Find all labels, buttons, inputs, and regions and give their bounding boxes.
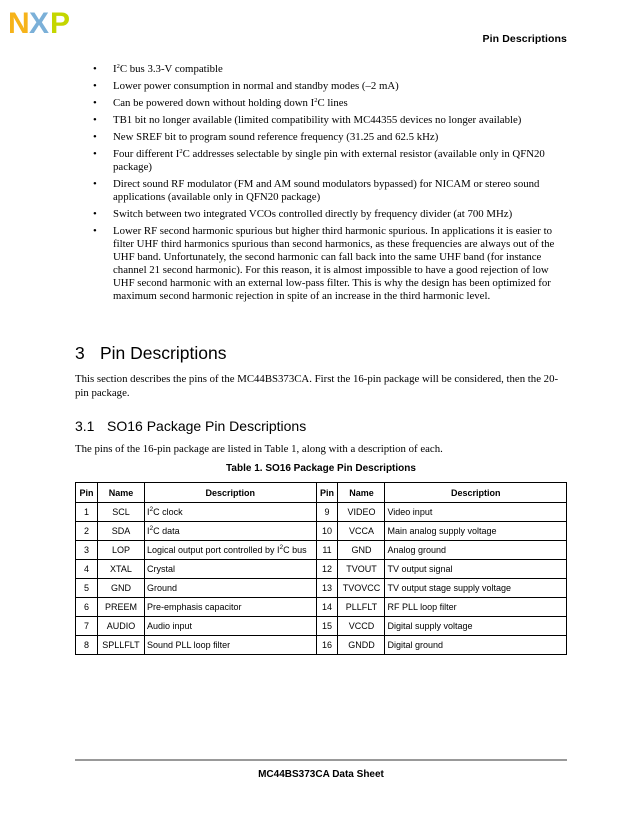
- pin-number: 10: [316, 522, 338, 541]
- pin-name: VCCA: [338, 522, 385, 541]
- bullet-item: • TB1 bit no longer available (limited compatibility with MC44355 devices no longer available): [93, 114, 522, 126]
- pin-name: TVOUT: [338, 560, 385, 579]
- pin-name: SPLLFLT: [97, 636, 144, 655]
- section-3-1-intro: The pins of the 16-pin package are listed in Table 1, along with a description of each.: [75, 443, 443, 455]
- bullet-icon: •: [93, 114, 97, 126]
- bullet-icon: •: [93, 97, 97, 109]
- pin-name: PREEM: [97, 598, 144, 617]
- pin-number: 12: [316, 560, 338, 579]
- pin-number: 1: [76, 503, 98, 522]
- pin-description: RF PLL loop filter: [385, 598, 567, 617]
- pin-description: Video input: [385, 503, 567, 522]
- pin-name: TVOVCC: [338, 579, 385, 598]
- pin-description: Pre-emphasis capacitor: [144, 598, 316, 617]
- table-row: [76, 503, 567, 522]
- table-caption: Table 1. SO16 Package Pin Descriptions: [226, 463, 416, 474]
- pin-number: 5: [76, 579, 98, 598]
- bullet-icon: •: [93, 178, 97, 190]
- pin-description: $I^2C$ clock: [144, 503, 316, 522]
- pin-description: Audio input: [144, 617, 316, 636]
- pin-description-table: [75, 482, 567, 655]
- column-header: Description: [385, 483, 567, 503]
- pin-name: LOP: [97, 541, 144, 560]
- pin-number: 13: [316, 579, 338, 598]
- section-title: Pin Descriptions: [100, 343, 227, 363]
- pin-description: Crystal: [144, 560, 316, 579]
- pin-number: 7: [76, 617, 98, 636]
- bullet-item: • New SREF bit to program sound reference frequency (31.25 and 62.5 kHz): [93, 131, 439, 143]
- bullet-icon: •: [93, 148, 97, 160]
- bullet-item: • Lower RF second harmonic spurious but higher third harmonic spurious. In applications it is easier to filter UHF third harmonics spurious than second harmonics, as these frequencies are always out of the UHF band. Unfortunately, the second harmonic can fall back into the same UHF band (for instance channel 21 second harmonic). For this reason, it is almost impossible to have a good rejection of low UHF second harmonic with an external low-pass filter. This is why the design has been optimized for maximum second harmonic rejection in spite of an increase in the third harmonic level.: [93, 225, 555, 302]
- pin-number: 8: [76, 636, 98, 655]
- column-header: Name: [338, 483, 385, 503]
- pin-number: 9: [316, 503, 338, 522]
- pin-number: 16: [316, 636, 338, 655]
- bullet-icon: •: [93, 208, 97, 220]
- pin-description: Analog ground: [385, 541, 567, 560]
- svg-text:P: P: [50, 7, 71, 40]
- pin-name: XTAL: [97, 560, 144, 579]
- pin-description: Main analog supply voltage: [385, 522, 567, 541]
- pin-name: SCL: [97, 503, 144, 522]
- pin-description: TV output stage supply voltage: [385, 579, 567, 598]
- bullet-item: • Direct sound RF modulator (FM and AM sound modulators bypassed) for NICAM or stereo sound applications (available only in QFN20 package): [93, 178, 540, 203]
- svg-text:X: X: [29, 7, 50, 40]
- pin-description: Logical output port controlled by $I^2C$ bus: [144, 541, 316, 560]
- bullet-item: • Can be powered down without holding down $I^2C$ lines: [93, 97, 348, 109]
- pin-description: Ground: [144, 579, 316, 598]
- section-3-heading: [75, 343, 226, 364]
- pin-name: GNDD: [338, 636, 385, 655]
- table-row: [76, 560, 567, 579]
- subsection-number: 3.1: [75, 418, 95, 434]
- pin-description: Digital ground: [385, 636, 567, 655]
- pin-number: 15: [316, 617, 338, 636]
- column-header: Pin: [316, 483, 338, 503]
- svg-text:N: N: [8, 7, 30, 40]
- pin-name: PLLFLT: [338, 598, 385, 617]
- bullet-icon: •: [93, 225, 97, 237]
- pin-number: 14: [316, 598, 338, 617]
- pin-description: TV output signal: [385, 560, 567, 579]
- table-row: [76, 522, 567, 541]
- bullet-item: • Lower power consumption in normal and standby modes (–2 mA): [93, 80, 399, 92]
- pin-number: 11: [316, 541, 338, 560]
- pin-number: 3: [76, 541, 98, 560]
- table-row: [76, 617, 567, 636]
- running-header-title: Pin Descriptions: [482, 33, 567, 45]
- pin-name: SDA: [97, 522, 144, 541]
- column-header: Name: [97, 483, 144, 503]
- pin-number: 4: [76, 560, 98, 579]
- section-number: 3: [75, 343, 85, 363]
- nxp-logo: [6, 4, 76, 40]
- subsection-title: SO16 Package Pin Descriptions: [107, 418, 307, 434]
- bullet-item: • Four different $I^2C$ addresses selectable by single pin with external resistor (available only in QFN20 package): [93, 148, 545, 173]
- table-row: [76, 636, 567, 655]
- table-row: [76, 598, 567, 617]
- pin-name: GND: [338, 541, 385, 560]
- column-header: Pin: [76, 483, 98, 503]
- pin-number: 2: [76, 522, 98, 541]
- feature-bullet-list: [93, 63, 568, 307]
- bullet-item: • Switch between two integrated VCOs controlled directly by frequency divider (at 700 MHz): [93, 208, 513, 220]
- footer-divider: [75, 759, 567, 761]
- pin-description: $I^2C$ data: [144, 522, 316, 541]
- bullet-icon: •: [93, 131, 97, 143]
- table-header-row: [76, 483, 567, 503]
- column-header: Description: [144, 483, 316, 503]
- footer-document-title: MC44BS373CA Data Sheet: [258, 769, 384, 780]
- pin-description: Sound PLL loop filter: [144, 636, 316, 655]
- pin-number: 6: [76, 598, 98, 617]
- section-3-1-heading: [75, 418, 306, 434]
- table-row: [76, 541, 567, 560]
- section-3-intro: This section describes the pins of the MC44BS373CA. First the 16-pin package will be considered, then the 20-pin package.: [75, 373, 559, 399]
- pin-name: VIDEO: [338, 503, 385, 522]
- pin-name: GND: [97, 579, 144, 598]
- pin-name: AUDIO: [97, 617, 144, 636]
- table-row: [76, 579, 567, 598]
- pin-description: Digital supply voltage: [385, 617, 567, 636]
- bullet-icon: •: [93, 63, 97, 75]
- pin-name: VCCD: [338, 617, 385, 636]
- bullet-item: • $I^2C$ bus 3.3-V compatible: [93, 63, 223, 75]
- bullet-icon: •: [93, 80, 97, 92]
